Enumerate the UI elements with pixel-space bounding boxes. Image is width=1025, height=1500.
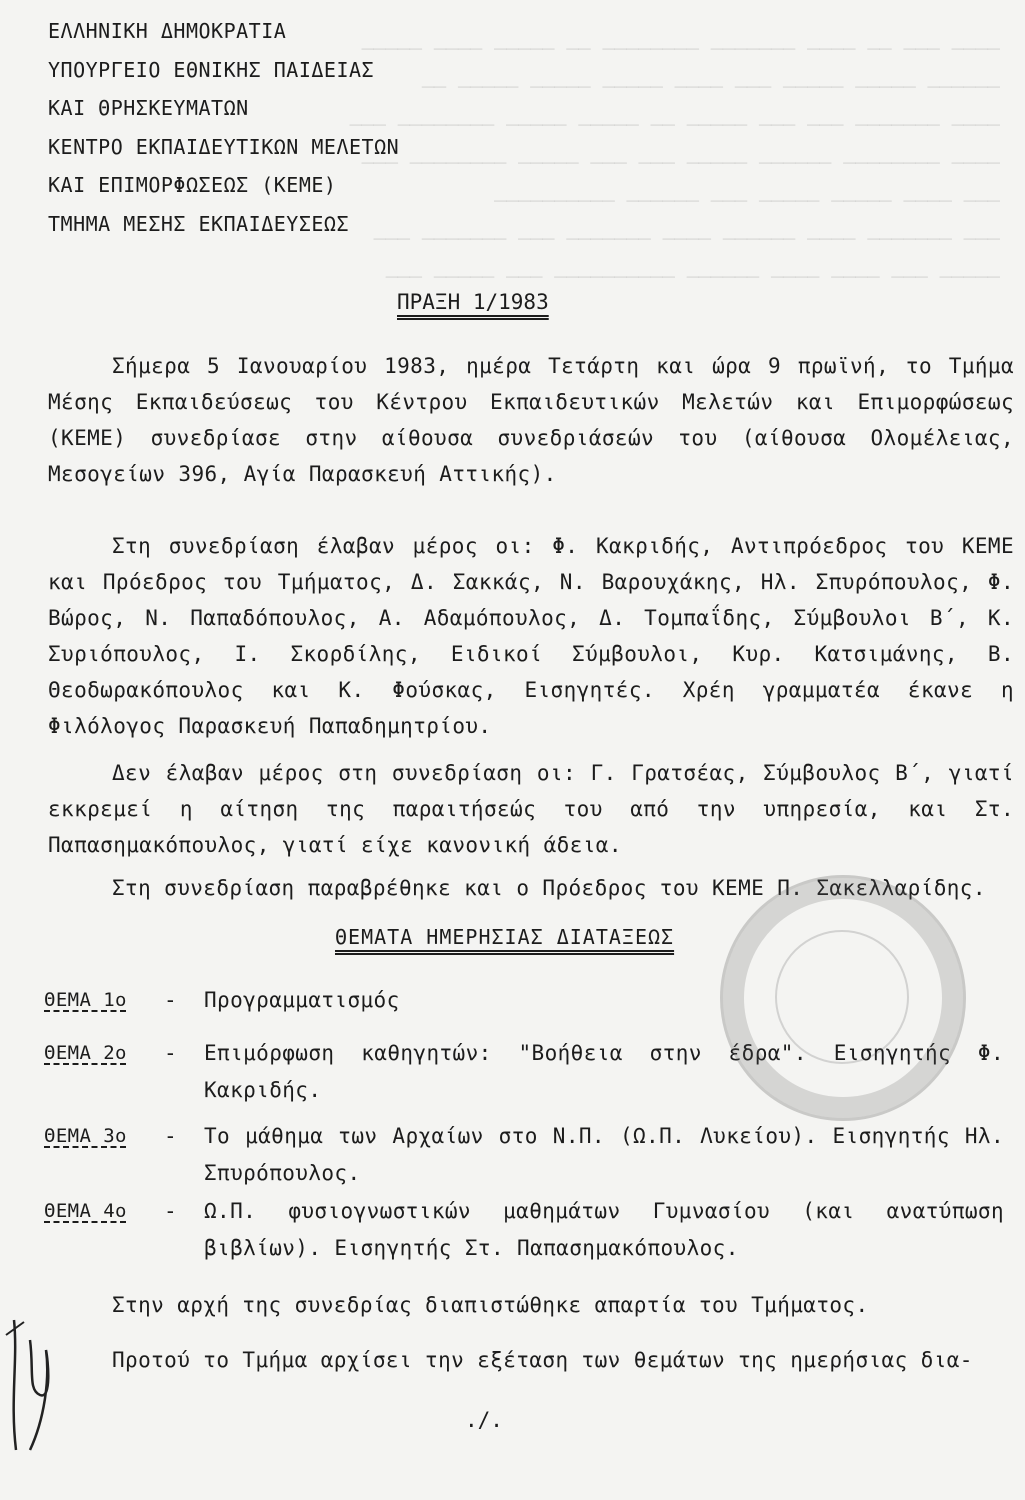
bleed-through-text: ──── ─── ── ──── ─────── ──────── ── ───── ──── ───── ────── ───── ───── ─── ──── ───── ───── ───── ── ──── ─────── ─── ─── ───── ── ───── ───── ──────── ─── ──── ──────── ────── ───── ─── ─── ───── ──────── ─── ─── ──── ───── ───── ─── ────── ────────── ─── ─────── ──── ────── ──── ─────── ─── ─────── ─── ───── ─── ──── ──── ────── ────────── ─── ───── ───	[349, 37, 1000, 289]
letterhead	[48, 12, 399, 243]
document-title: ΠΡΑΞΗ 1/1983	[397, 290, 549, 314]
paragraph-text: Σήμερα 5 Ιανουαρίου 1983, ημέρα Τετάρτη και ώρα 9 πρωϊνή, το Τμήμα Μέσης Εκπαιδεύσεως του Κέντρου Εκπαιδευτικών Μελετών και Επιμορφώσεως (ΚΕΜΕ) συνεδρίασε στην αίθουσα συνεδριάσεών του (αίθουσα Ολομέλειας, Μεσογείων 396, Αγία Παρασκευή Αττικής).	[48, 354, 1014, 486]
paragraph-text: Προτού το Τμήμα αρχίσει την εξέταση των θεμάτων της ημερήσιας δια-	[112, 1348, 973, 1372]
letterhead-line: ΥΠΟΥΡΓΕΙΟ ΕΘΝΙΚΗΣ ΠΑΙΔΕΙΑΣ	[48, 57, 375, 82]
agenda-item-label: ΘΕΜΑ 4ο	[44, 1200, 127, 1222]
paragraph-opening	[48, 348, 1014, 492]
seal-inner-ring	[775, 930, 909, 1064]
agenda-item-dash: -	[164, 1124, 178, 1148]
paragraph-text: Στην αρχή της συνεδρίας διαπιστώθηκε απαρτία του Τμήματος.	[112, 1293, 869, 1317]
paragraph-continuation	[48, 1342, 1014, 1378]
paragraph-text: Στη συνεδρίαση έλαβαν μέρος οι: Φ. Κακριδής, Αντιπρόεδρος του ΚΕΜΕ και Πρόεδρος του Τμήματος, Δ. Σακκάς, Ν. Βαρουχάκης, Ηλ. Σπυρόπουλος, Φ. Βώρος, Ν. Παπαδόπουλος, Α. Αδαμόπουλος, Δ. Τομπαΐδης, Σύμβουλοι Β΄, Κ. Συριόπουλος, Ι. Σκορδίλης, Ειδικοί Σύμβουλοι, Κυρ. Κατσιμάνης, Β. Θεοδωρακόπουλος και Κ. Φούσκας, Εισηγητές. Χρέη γραμματέα έκανε η Φιλόλογος Παρασκευή Παπαδημητρίου.	[48, 534, 1014, 738]
paragraph-text: Στη συνεδρίαση παραβρέθηκε και ο Πρόεδρος του ΚΕΜΕ Π. Σακελλαρίδης.	[112, 876, 986, 900]
agenda-item-text: Προγραμματισμός	[204, 988, 400, 1012]
official-seal-stamp	[720, 875, 966, 1121]
page-continuation-mark: ./.	[465, 1408, 503, 1432]
agenda-item-text: Ω.Π. φυσιογνωστικών μαθημάτων Γυμνασίου (και ανατύπωση βιβλίων). Εισηγητής Στ. Παπασημακόπουλος.	[204, 1199, 1004, 1260]
letterhead-line: ΕΛΛΗΝΙΚΗ ΔΗΜΟΚΡΑΤΙΑ	[48, 19, 287, 43]
agenda-title: ΘΕΜΑΤΑ ΗΜΕΡΗΣΙΑΣ ΔΙΑΤΑΞΕΩΣ	[335, 925, 675, 949]
agenda-item-text: Επιμόρφωση καθηγητών: "Βοήθεια στην έδρα". Εισηγητής Φ. Κακριδής.	[204, 1041, 1004, 1102]
agenda-item-text: Το μάθημα των Αρχαίων στο Ν.Π. (Ω.Π. Λυκείου). Εισηγητής Ηλ. Σπυρόπουλος.	[204, 1124, 1004, 1185]
letterhead-line: ΤΜΗΜΑ ΜΕΣΗΣ ΕΚΠΑΙΔΕΥΣΕΩΣ	[48, 211, 349, 236]
agenda-item-label: ΘΕΜΑ 2ο	[44, 1042, 127, 1064]
paragraph-absentees	[48, 755, 1014, 863]
agenda-item-dash: -	[164, 1199, 178, 1223]
letterhead-line: ΚΑΙ ΕΠΙΜΟΡΦΩΣΕΩΣ (ΚΕΜΕ)	[48, 173, 337, 197]
paragraph-quorum	[48, 1287, 1014, 1323]
handwritten-initials	[0, 1300, 70, 1460]
paragraph-text: Δεν έλαβαν μέρος στη συνεδρίαση οι: Γ. Γρατσέας, Σύμβουλος Β΄, γιατί εκκρεμεί η αίτηση της παραιτήσεώς του από την υπηρεσία, και Στ. Παπασημακόπουλος, γιατί είχε κανονική άδεια.	[48, 761, 1014, 857]
paragraph-attendees	[48, 528, 1014, 744]
letterhead-line: ΚΑΙ ΘΡΗΣΚΕΥΜΑΤΩΝ	[48, 96, 249, 120]
letterhead-line: ΚΕΝΤΡΟ ΕΚΠΑΙΔΕΥΤΙΚΩΝ ΜΕΛΕΤΩΝ	[48, 134, 400, 159]
agenda-item-label: ΘΕΜΑ 3ο	[44, 1125, 127, 1147]
agenda-item-label: ΘΕΜΑ 1ο	[44, 989, 127, 1011]
agenda-item-dash: -	[164, 988, 178, 1012]
agenda-item-dash: -	[164, 1041, 178, 1065]
